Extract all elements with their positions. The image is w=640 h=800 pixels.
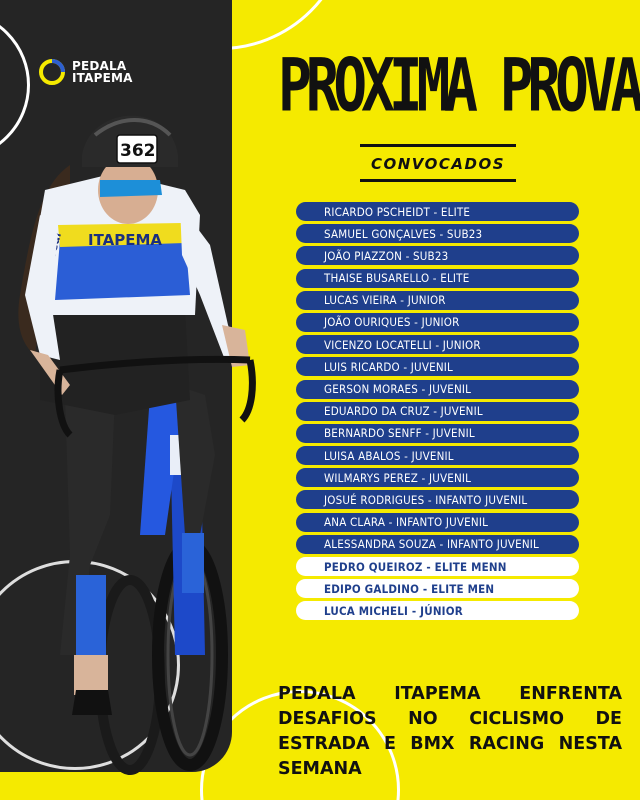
section-header [360,144,516,182]
brand-line-1: PEDALA [72,59,127,73]
roster-row: LUCAS VIEIRA - JUNIOR [296,291,579,310]
brand-line-2: ITAPEMA [72,71,133,85]
roster-row: VICENZO LOCATELLI - JUNIOR [296,335,579,354]
roster-row: SAMUEL GONÇALVES - SUB23 [296,224,579,243]
roster-list [296,202,579,624]
roster-row: EDUARDO DA CRUZ - JUVENIL [296,402,579,421]
roster-row: WILMARYS PEREZ - JUVENIL [296,468,579,487]
roster-row: PEDRO QUEIROZ - ELITE MENN [296,557,579,576]
roster-row: LUIS RICARDO - JUVENIL [296,357,579,376]
roster-row: LUISA ABALOS - JUVENIL [296,446,579,465]
roster-row: BERNARDO SENFF - JUVENIL [296,424,579,443]
roster-row: THAISE BUSARELLO - ELITE [296,269,579,288]
logo-mark-icon [38,58,66,86]
roster-row: LUCA MICHELI - JÚNIOR [296,601,579,620]
headline-text: PEDALA ITAPEMA ENFRENTA DESAFIOS NO CICLISMO DE ESTRADA E BMX RACING NESTA SEMANA [278,684,622,779]
cyclist-photo [0,95,300,775]
roster-row: JOSUÉ RODRIGUES - INFANTO JUVENIL [296,490,579,509]
brand-name [72,60,133,84]
jersey-text: ITAPEMA [88,231,163,249]
roster-row: JOÃO OURIQUES - JUNIOR [296,313,579,332]
roster-row: GERSON MORAES - JUVENIL [296,380,579,399]
section-rule-bottom [360,179,516,182]
section-label: CONVOCADOS [370,155,506,173]
bib-number: 362 [120,141,156,161]
roster-row: EDIPO GALDINO - ELITE MEN [296,579,579,598]
roster-row: ALESSANDRA SOUZA - INFANTO JUVENIL [296,535,579,554]
roster-row: ANA CLARA - INFANTO JUVENIL [296,513,579,532]
brand-logo [38,58,133,86]
roster-row: RICARDO PSCHEIDT - ELITE [296,202,579,221]
roster-row: JOÃO PIAZZON - SUB23 [296,246,579,265]
page-title: PROXIMA PROVA [278,44,639,129]
